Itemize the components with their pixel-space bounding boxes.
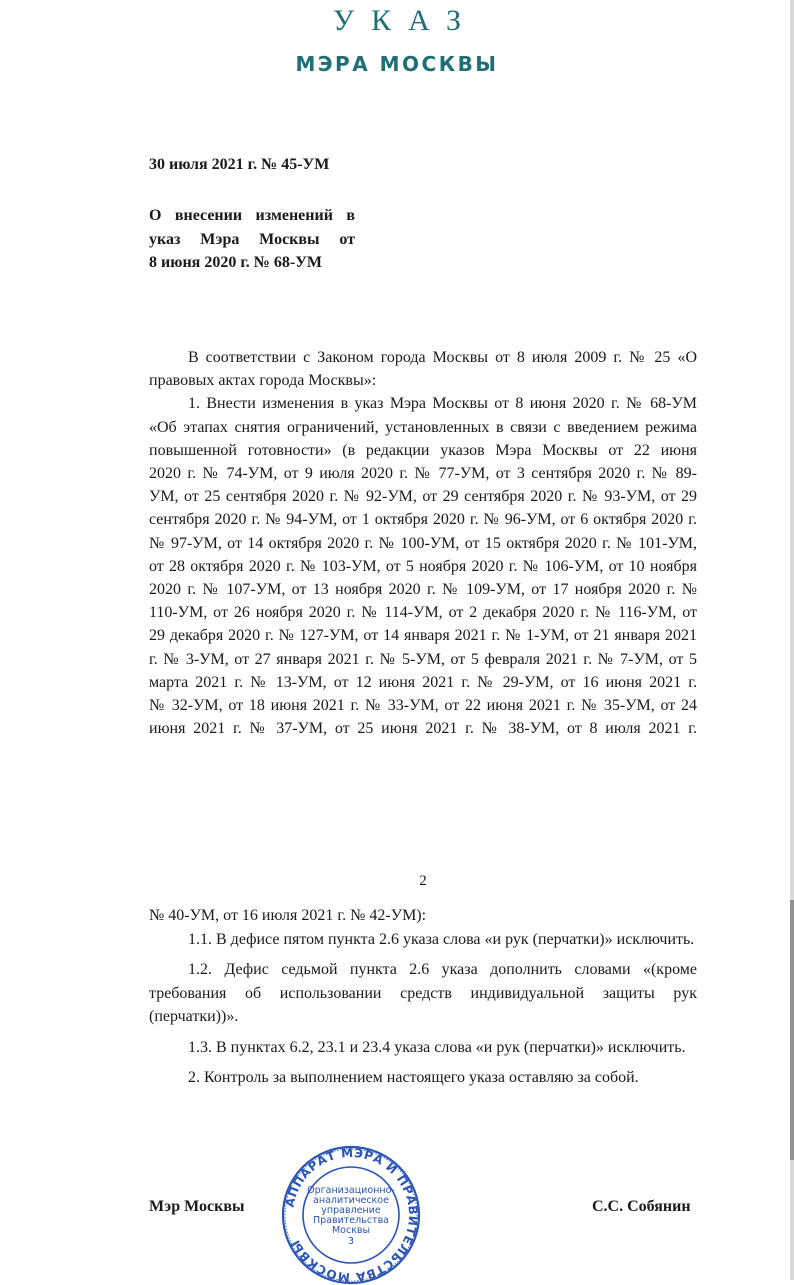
text-line: г. № 3-УМ, от 27 января 2021 г. № 5-УМ, от 5 февраля 2021 г. № 7-УМ, от 5: [149, 650, 697, 668]
text-line: 2020 г. № 107-УМ, от 13 ноября 2020 г. № 109-УМ, от 17 ноября 2020 г. №: [149, 581, 697, 599]
subject-line: О внесении изменений в: [149, 207, 355, 224]
signer-position: Мэр Москвы: [149, 1198, 245, 1215]
seal-center-line: Правительства: [313, 1215, 389, 1226]
text-line: 110-УМ, от 26 ноября 2020 г. № 114-УМ, от 2 декабря 2020 г. № 116-УМ, от: [149, 604, 697, 622]
text-line: 2020 г. № 74-УМ, от 9 июля 2020 г. № 77-УМ, от 3 сентября 2020 г. № 89-: [149, 465, 697, 483]
paragraph-2: 2. Контроль за выполнением настоящего указа оставляю за собой.: [188, 1069, 639, 1086]
date-number: 30 июля 2021 г. № 45-УМ: [149, 156, 330, 173]
subject-line: указ Мэра Москвы от: [149, 230, 355, 248]
text-line: от 28 октября 2020 г. № 103-УМ, от 5 ноября 2020 г. № 106-УМ, от 10 ноября: [149, 557, 697, 575]
official-seal: [277, 1145, 425, 1285]
text-line: 1. Внести изменения в указ Мэра Москвы от 8 июня 2020 г. № 68-УМ: [188, 395, 697, 413]
seal-center-line: Москвы: [331, 1225, 371, 1236]
paragraph-1-1: 1.1. В дефисе пятом пункта 2.6 указа слова «и рук (перчатки)» исключить.: [188, 930, 695, 948]
seal-center-line: управление: [321, 1205, 381, 1216]
text-line: марта 2021 г. № 13-УМ, от 12 июня 2021 г. № 29-УМ, от 16 июня 2021 г.: [149, 673, 697, 691]
text-line: «Об этапах снятия ограничений, установленных в связи с введением режима: [149, 418, 697, 436]
seal-center-line: Организационно-: [307, 1185, 395, 1196]
seal-ring-text: АППАРАТ МЭРА И ПРАВИТЕЛЬСТВА МОСКВЫ: [282, 1145, 421, 1285]
seal-center-line: аналитическое: [313, 1195, 389, 1206]
text-line: УМ, от 25 сентября 2020 г. № 92-УМ, от 29 сентября 2020 г. № 93-УМ, от 29: [149, 488, 697, 506]
page2-body: [149, 904, 697, 1090]
text-line: № 97-УМ, от 14 октября 2020 г. № 100-УМ, от 15 октября 2020 г. № 101-УМ,: [149, 534, 697, 552]
document-title: УКАЗ: [332, 4, 479, 37]
document-subject: [149, 204, 355, 275]
page-edge-shadow: [790, 900, 794, 1160]
page1-body: [149, 346, 697, 740]
continuation-line: № 40-УМ, от 16 июля 2021 г. № 42-УМ):: [149, 907, 427, 924]
text-line: сентября 2020 г. № 94-УМ, от 1 октября 2020 г. № 96-УМ, от 6 октября 2020 г.: [149, 511, 697, 529]
text-line: правовых актах города Москвы»:: [149, 372, 377, 390]
seal-center-number: 3: [347, 1236, 355, 1247]
text-line: В соответствии с Законом города Москвы от 8 июля 2009 г. № 25 «О: [188, 349, 697, 366]
paragraph-1-3: 1.3. В пунктах 6.2, 23.1 и 23.4 указа слова «и рук (перчатки)» исключить.: [188, 1038, 686, 1056]
text-line: № 32-УМ, от 18 июня 2021 г. № 33-УМ, от 22 июня 2021 г. № 35-УМ, от 24: [149, 697, 697, 715]
signer-name: С.С. Собянин: [592, 1198, 691, 1215]
text-line: 29 декабря 2020 г. № 127-УМ, от 14 января 2021 г. № 1-УМ, от 21 января 2021: [149, 627, 697, 645]
subject-line: 8 июня 2020 г. № 68-УМ: [149, 254, 323, 271]
document-subtitle: МЭРА МОСКВЫ: [295, 52, 499, 76]
text-line: повышенной готовности» (в редакции указов Мэра Москвы от 22 июня: [149, 441, 697, 459]
page-number: 2: [419, 873, 427, 889]
text-line: июня 2021 г. № 37-УМ, от 25 июня 2021 г. № 38-УМ, от 8 июля 2021 г.: [149, 720, 697, 738]
paragraph-1-2: 1.2. Дефис седьмой пункта 2.6 указа дополнить словами «(кроме требования об использовании средств индивидуальной защиты рук (перчатки))».: [149, 961, 697, 1025]
